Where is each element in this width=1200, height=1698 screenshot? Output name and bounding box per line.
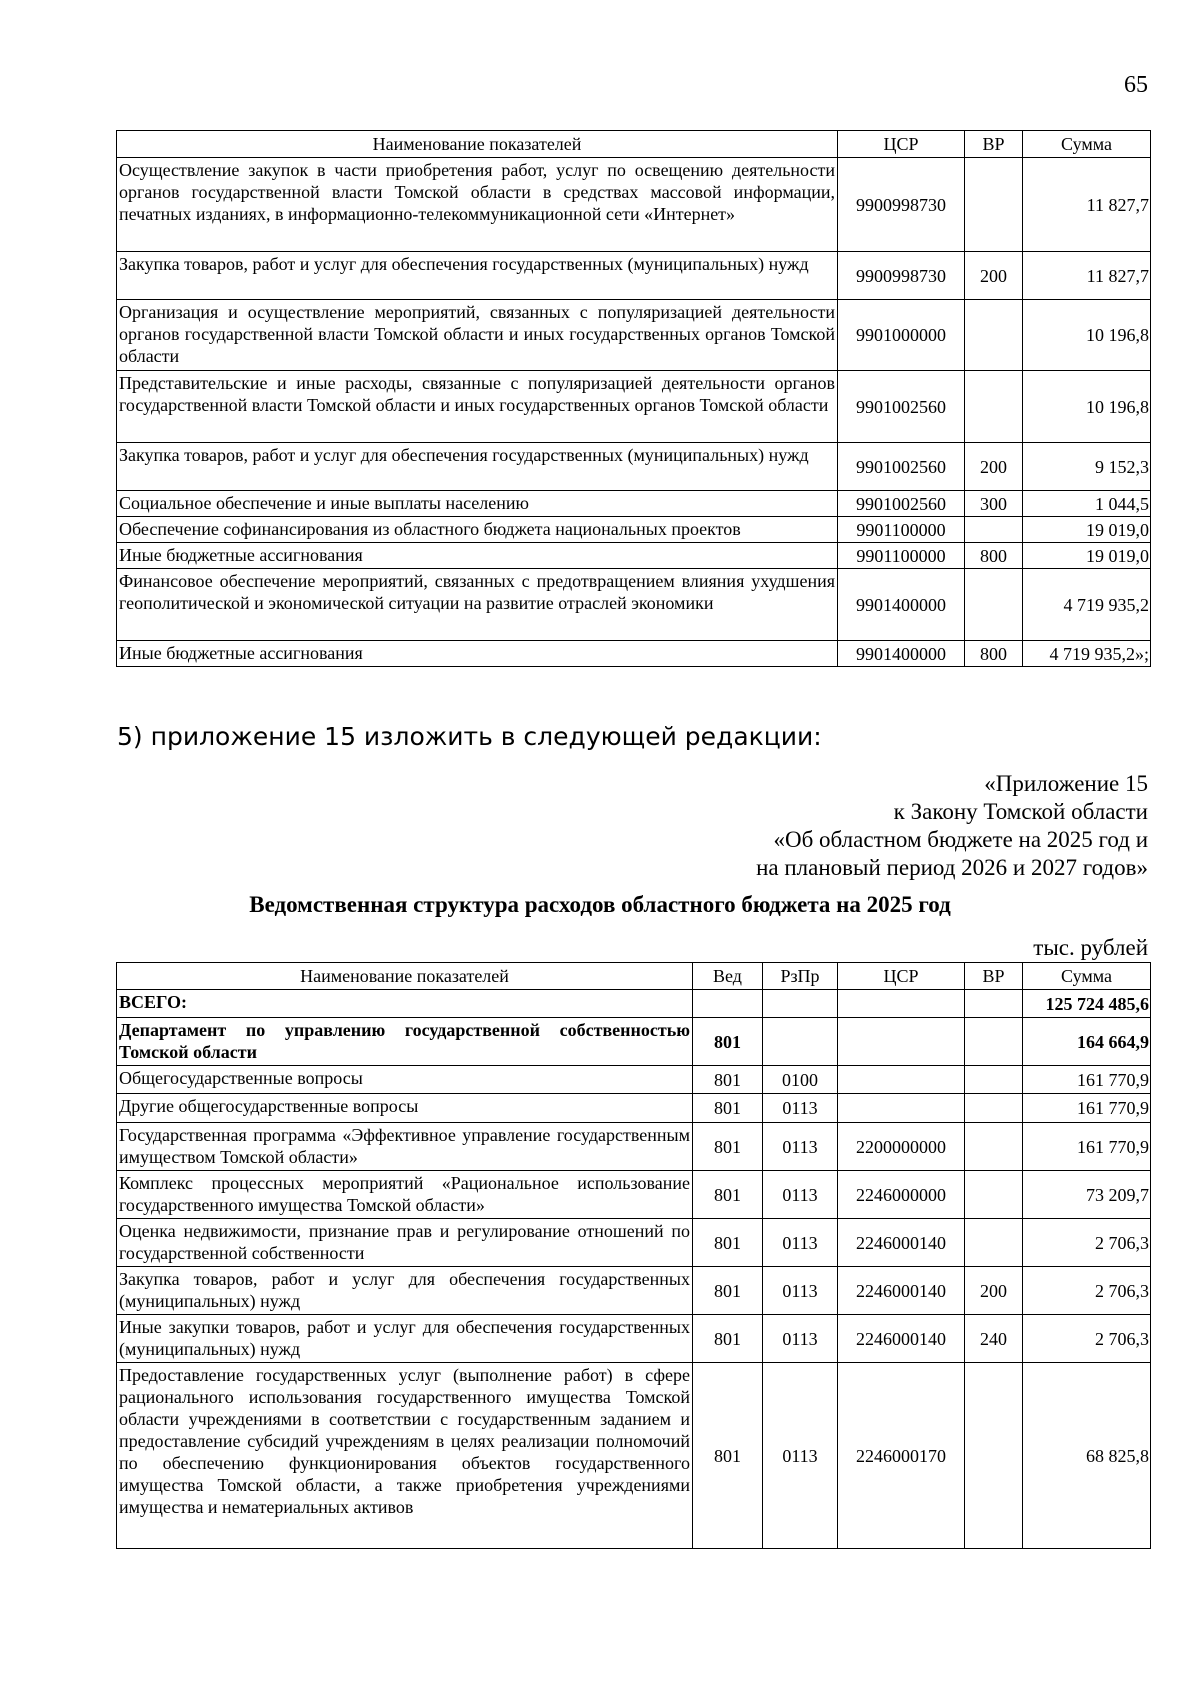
table-row: [117, 543, 1151, 569]
row-csr: 9901002560: [838, 371, 965, 443]
row-name: Закупка товаров, работ и услуг для обеспечения государственных (муниципальных) нужд: [117, 443, 838, 491]
row-vr: [965, 1123, 1023, 1171]
row-name: Представительские и иные расходы, связанные с популяризацией деятельности органов государственной власти Томской области и иных государственных органов Томской области: [117, 371, 838, 443]
row-csr: 2246000140: [838, 1267, 965, 1315]
table-row: [117, 300, 1151, 371]
row-sum: 2 706,3: [1023, 1267, 1151, 1315]
table-row: [117, 517, 1151, 543]
row-name: Иные бюджетные ассигнования: [117, 543, 838, 569]
row-csr: 9901400000: [838, 641, 965, 667]
row-csr: [838, 1094, 965, 1123]
row-name: Осуществление закупок в части приобретения работ, услуг по освещению деятельности органов государственной власти Томской области в средствах массовой информации, печатных изданиях, в информационно-телекоммуникационной сети «Интернет»: [117, 158, 838, 252]
row-ved: 801: [693, 1267, 763, 1315]
row-vr: [965, 1219, 1023, 1267]
row-ved: 801: [693, 1315, 763, 1363]
table-row: [117, 641, 1151, 667]
table-row: [117, 158, 1151, 252]
row-csr: 9901100000: [838, 543, 965, 569]
row-ved: 801: [693, 1219, 763, 1267]
table-row: [117, 1315, 1151, 1363]
row-csr: 2246000140: [838, 1219, 965, 1267]
row-csr: 9901000000: [838, 300, 965, 371]
row-ved: 801: [693, 1171, 763, 1219]
row-csr: [838, 1018, 965, 1066]
row-csr: [838, 1066, 965, 1094]
row-rzpr: 0113: [763, 1171, 838, 1219]
row-vr: 800: [965, 641, 1023, 667]
row-rzpr: 0113: [763, 1363, 838, 1549]
row-name: ВСЕГО:: [117, 990, 693, 1018]
row-name: Общегосударственные вопросы: [117, 1066, 693, 1094]
row-sum: 4 719 935,2: [1023, 569, 1151, 641]
amendment-instruction: 5) приложение 15 изложить в следующей редакции:: [117, 722, 822, 751]
row-rzpr: 0100: [763, 1066, 838, 1094]
row-sum: 10 196,8: [1023, 371, 1151, 443]
row-sum: 9 152,3: [1023, 443, 1151, 491]
row-rzpr: 0113: [763, 1219, 838, 1267]
row-name: Организация и осуществление мероприятий, связанных с популяризацией деятельности органов государственной власти Томской области и иных государственных органов Томской области: [117, 300, 838, 371]
row-ved: 801: [693, 1094, 763, 1123]
appendix-line: «Об областном бюджете на 2025 год и: [773, 827, 1148, 852]
row-csr: 9901400000: [838, 569, 965, 641]
row-sum: 11 827,7: [1023, 158, 1151, 252]
row-vr: [965, 1066, 1023, 1094]
row-csr: [838, 990, 965, 1018]
row-vr: [965, 1018, 1023, 1066]
table-row-department: [117, 1018, 1151, 1066]
row-vr: 800: [965, 543, 1023, 569]
row-sum: 161 770,9: [1023, 1094, 1151, 1123]
row-name: Комплекс процессных мероприятий «Рациональное использование государственного имущества Томской области»: [117, 1171, 693, 1219]
row-ved: 801: [693, 1018, 763, 1066]
table-header-row: [117, 131, 1151, 158]
row-name: Финансовое обеспечение мероприятий, связанных с предотвращением влияния ухудшения геополитической и экономической ситуации на развитие отраслей экономики: [117, 569, 838, 641]
header-vr: ВР: [965, 131, 1023, 158]
units-label: тыс. рублей: [1033, 935, 1148, 960]
row-name: Иные бюджетные ассигнования: [117, 641, 838, 667]
header-name: Наименование показателей: [117, 131, 838, 158]
row-vr: [965, 1094, 1023, 1123]
row-csr: 9901100000: [838, 517, 965, 543]
row-csr: 9900998730: [838, 158, 965, 252]
header-vr: ВР: [965, 963, 1023, 990]
row-name: Социальное обеспечение и иные выплаты населению: [117, 491, 838, 517]
row-name: Иные закупки товаров, работ и услуг для обеспечения государственных (муниципальных) нужд: [117, 1315, 693, 1363]
row-rzpr: 0113: [763, 1315, 838, 1363]
row-name: Департамент по управлению государственной собственностью Томской области: [117, 1018, 693, 1066]
row-sum: 125 724 485,6: [1023, 990, 1151, 1018]
table-row: [117, 1123, 1151, 1171]
row-sum: 68 825,8: [1023, 1363, 1151, 1549]
row-csr: 9901002560: [838, 491, 965, 517]
row-vr: [965, 990, 1023, 1018]
row-csr: 2246000140: [838, 1315, 965, 1363]
table-row: [117, 1094, 1151, 1123]
table-row: [117, 252, 1151, 300]
row-vr: [965, 517, 1023, 543]
row-ved: [693, 990, 763, 1018]
row-sum: 19 019,0: [1023, 543, 1151, 569]
expenses-table-continued: [116, 130, 1151, 667]
table-row: [117, 569, 1151, 641]
header-sum: Сумма: [1023, 963, 1151, 990]
header-name: Наименование показателей: [117, 963, 693, 990]
appendix-header: [756, 770, 1148, 882]
table-row: [117, 1363, 1151, 1549]
table-row: [117, 1267, 1151, 1315]
row-sum: 19 019,0: [1023, 517, 1151, 543]
table-row: [117, 1219, 1151, 1267]
row-csr: 2246000170: [838, 1363, 965, 1549]
appendix-line: «Приложение 15: [984, 771, 1148, 796]
row-name: Закупка товаров, работ и услуг для обеспечения государственных (муниципальных) нужд: [117, 252, 838, 300]
row-ved: 801: [693, 1066, 763, 1094]
table-row-total: [117, 990, 1151, 1018]
header-csr: ЦСР: [838, 131, 965, 158]
row-vr: 240: [965, 1315, 1023, 1363]
row-sum: 161 770,9: [1023, 1066, 1151, 1094]
row-name: Другие общегосударственные вопросы: [117, 1094, 693, 1123]
row-vr: [965, 300, 1023, 371]
document-title: Ведомственная структура расходов областного бюджета на 2025 год: [249, 892, 951, 917]
header-rzpr: РзПр: [763, 963, 838, 990]
row-sum: 10 196,8: [1023, 300, 1151, 371]
appendix-line: к Закону Томской области: [893, 799, 1148, 824]
row-name: Закупка товаров, работ и услуг для обеспечения государственных (муниципальных) нужд: [117, 1267, 693, 1315]
row-vr: 200: [965, 1267, 1023, 1315]
row-vr: 200: [965, 443, 1023, 491]
row-csr: 9900998730: [838, 252, 965, 300]
row-vr: [965, 1171, 1023, 1219]
row-rzpr: [763, 990, 838, 1018]
row-vr: [965, 569, 1023, 641]
departmental-structure-table: [116, 962, 1151, 1549]
row-sum: 2 706,3: [1023, 1315, 1151, 1363]
table-row: [117, 1066, 1151, 1094]
row-ved: 801: [693, 1363, 763, 1549]
table-header-row: [117, 963, 1151, 990]
row-rzpr: 0113: [763, 1267, 838, 1315]
page-number: 65: [1124, 72, 1148, 98]
row-rzpr: 0113: [763, 1123, 838, 1171]
row-name: Обеспечение софинансирования из областного бюджета национальных проектов: [117, 517, 838, 543]
row-name: Оценка недвижимости, признание прав и регулирование отношений по государственной собственности: [117, 1219, 693, 1267]
header-ved: Вед: [693, 963, 763, 990]
row-vr: [965, 158, 1023, 252]
row-sum: 1 044,5: [1023, 491, 1151, 517]
table-row: [117, 371, 1151, 443]
row-rzpr: 0113: [763, 1094, 838, 1123]
row-vr: 200: [965, 252, 1023, 300]
row-sum: 164 664,9: [1023, 1018, 1151, 1066]
table-row: [117, 1171, 1151, 1219]
row-ved: 801: [693, 1123, 763, 1171]
table-row: [117, 491, 1151, 517]
row-name: Государственная программа «Эффективное управление государственным имуществом Томской области»: [117, 1123, 693, 1171]
row-sum: 73 209,7: [1023, 1171, 1151, 1219]
row-name: Предоставление государственных услуг (выполнение работ) в сфере рационального использования государственного имущества Томской области учреждениями в соответствии с государственным заданием и предоставление субсидий учреждениям в целях реализации полномочий по обеспечению функционирования объектов государственного имущества Томской области, а также приобретения учреждениями имущества и нематериальных активов: [117, 1363, 693, 1549]
row-csr: 9901002560: [838, 443, 965, 491]
row-vr: 300: [965, 491, 1023, 517]
row-csr: 2246000000: [838, 1171, 965, 1219]
row-sum: 2 706,3: [1023, 1219, 1151, 1267]
row-sum: 11 827,7: [1023, 252, 1151, 300]
table-row: [117, 443, 1151, 491]
row-csr: 2200000000: [838, 1123, 965, 1171]
row-rzpr: [763, 1018, 838, 1066]
appendix-line: на плановый период 2026 и 2027 годов»: [756, 855, 1148, 880]
row-vr: [965, 371, 1023, 443]
header-csr: ЦСР: [838, 963, 965, 990]
row-sum: 161 770,9: [1023, 1123, 1151, 1171]
row-sum: 4 719 935,2»;: [1023, 641, 1151, 667]
header-sum: Сумма: [1023, 131, 1151, 158]
row-vr: [965, 1363, 1023, 1549]
